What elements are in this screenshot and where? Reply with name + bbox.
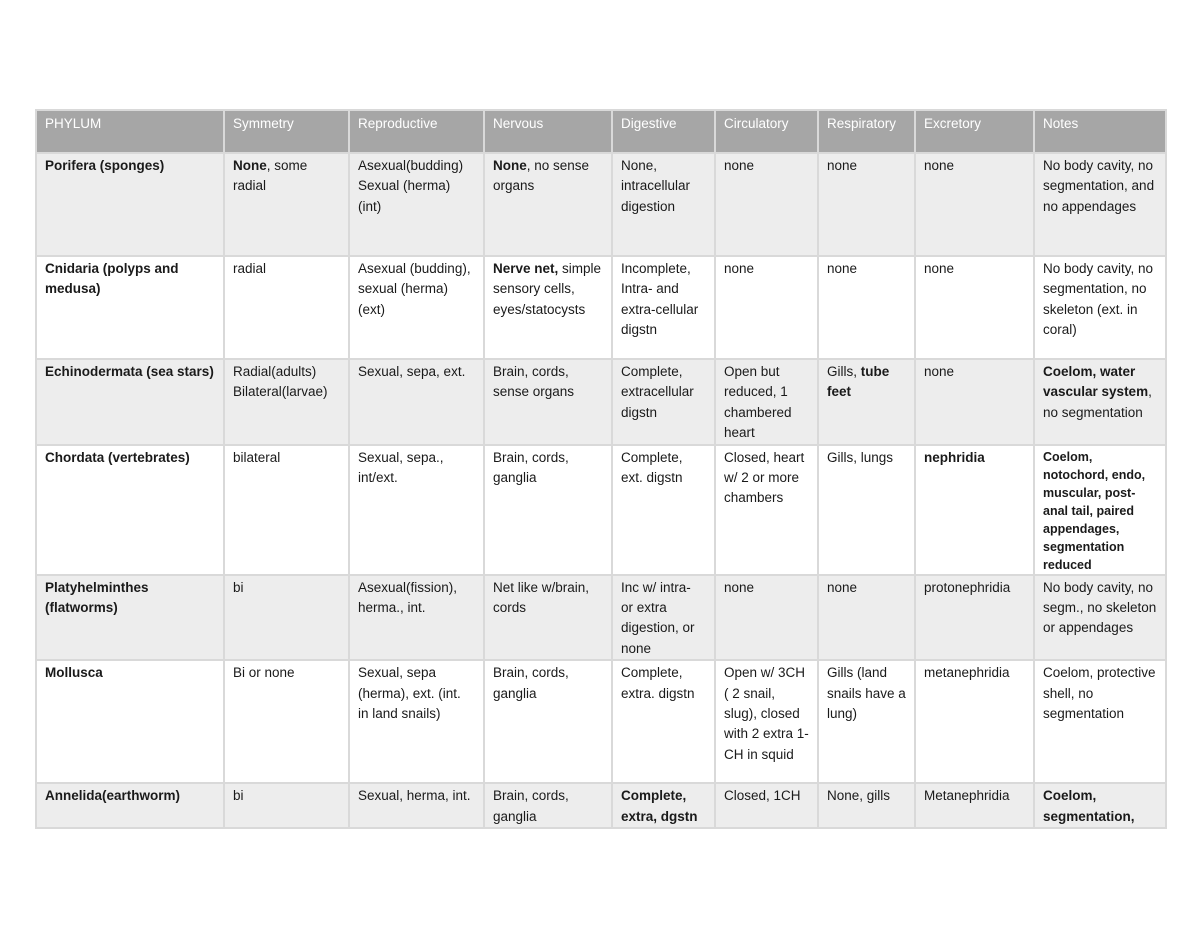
cell-excretory: metanephridia xyxy=(915,660,1034,783)
cell-nervous: Brain, cords, ganglia xyxy=(484,783,612,828)
cell-symmetry: bi xyxy=(224,783,349,828)
nervous-text: simple sensory cells, eyes/statocysts xyxy=(493,261,602,317)
cell-respiratory: none xyxy=(818,256,915,359)
cell-symmetry: radial xyxy=(224,256,349,359)
cell-phylum: Porifera (sponges) xyxy=(36,153,224,256)
cell-respiratory xyxy=(818,359,915,445)
cell-notes: No body cavity, no segmentation, and no appendages xyxy=(1034,153,1166,256)
cell-notes: No body cavity, no segmentation, no skeleton (ext. in coral) xyxy=(1034,256,1166,359)
cell-digestive: Inc w/ intra- or extra digestion, or none xyxy=(612,575,715,661)
cell-phylum: Cnidaria (polyps and medusa) xyxy=(36,256,224,359)
cell-digestive: Complete, extracellular digstn xyxy=(612,359,715,445)
cell-circulatory: none xyxy=(715,153,818,256)
cell-digestive: Complete, extra, dgstn xyxy=(612,783,715,828)
cell-digestive: Complete, extra. digstn xyxy=(612,660,715,783)
cell-excretory: Metanephridia xyxy=(915,783,1034,828)
nervous-emphasis: Nerve net, xyxy=(493,261,559,276)
cell-respiratory: Gills (land snails have a lung) xyxy=(818,660,915,783)
cell-excretory: protonephridia xyxy=(915,575,1034,661)
cell-excretory: none xyxy=(915,153,1034,256)
cell-nervous: Brain, cords, ganglia xyxy=(484,660,612,783)
cell-nervous xyxy=(484,256,612,359)
cell-symmetry: bilateral xyxy=(224,445,349,575)
nervous-emphasis: None xyxy=(493,158,527,173)
phylum-comparison-table xyxy=(35,109,1167,829)
cell-reproductive: Sexual, sepa (herma), ext. (int. in land snails) xyxy=(349,660,484,783)
cell-digestive: Complete, ext. digstn xyxy=(612,445,715,575)
cell-respiratory: None, gills xyxy=(818,783,915,828)
cell-circulatory: none xyxy=(715,575,818,661)
cell-symmetry xyxy=(224,153,349,256)
header-nervous: Nervous xyxy=(484,110,612,153)
header-reproductive: Reproductive xyxy=(349,110,484,153)
cell-circulatory: Open but reduced, 1 chambered heart xyxy=(715,359,818,445)
cell-circulatory: Open w/ 3CH ( 2 snail, slug), closed with 2 extra 1-CH in squid xyxy=(715,660,818,783)
cell-excretory: none xyxy=(915,359,1034,445)
cell-symmetry: Radial(adults) Bilateral(larvae) xyxy=(224,359,349,445)
notes-emphasis: water vascular system xyxy=(1043,364,1149,400)
cell-nervous: Brain, cords, ganglia xyxy=(484,445,612,575)
cell-reproductive: Asexual(budding) Sexual (herma) (int) xyxy=(349,153,484,256)
cell-circulatory: Closed, 1CH xyxy=(715,783,818,828)
header-digestive: Digestive xyxy=(612,110,715,153)
cell-excretory: nephridia xyxy=(915,445,1034,575)
cell-symmetry: bi xyxy=(224,575,349,661)
table-row xyxy=(36,660,1166,783)
nervous-text: , no sense organs xyxy=(493,158,590,194)
cell-phylum: Chordata (vertebrates) xyxy=(36,445,224,575)
notes-text: Coelom, xyxy=(1043,364,1101,379)
header-circulatory: Circulatory xyxy=(715,110,818,153)
table-row xyxy=(36,575,1166,661)
cell-phylum: Platyhelminthes (flatworms) xyxy=(36,575,224,661)
header-notes: Notes xyxy=(1034,110,1166,153)
table-row xyxy=(36,256,1166,359)
cell-notes: Coelom, notochord, endo, muscular, post-anal tail, paired appendages, segmentation reduced xyxy=(1034,445,1166,575)
cell-respiratory: none xyxy=(818,575,915,661)
symmetry-emphasis: None xyxy=(233,158,267,173)
cell-phylum: Annelida(earthworm) xyxy=(36,783,224,828)
header-excretory: Excretory xyxy=(915,110,1034,153)
cell-reproductive: Asexual(fission), herma., int. xyxy=(349,575,484,661)
cell-symmetry: Bi or none xyxy=(224,660,349,783)
cell-circulatory: Closed, heart w/ 2 or more chambers xyxy=(715,445,818,575)
cell-circulatory: none xyxy=(715,256,818,359)
cell-digestive: Incomplete, Intra- and extra-cellular digstn xyxy=(612,256,715,359)
respiratory-text: Gills, xyxy=(827,364,861,379)
cell-phylum: Echinodermata (sea stars) xyxy=(36,359,224,445)
cell-reproductive: Sexual, sepa., int/ext. xyxy=(349,445,484,575)
table-row xyxy=(36,445,1166,575)
cell-notes xyxy=(1034,359,1166,445)
table-row xyxy=(36,153,1166,256)
header-row xyxy=(36,110,1166,153)
notes-tail: , no segmentation xyxy=(1043,384,1152,420)
table-row xyxy=(36,783,1166,828)
cell-nervous: Brain, cords, sense organs xyxy=(484,359,612,445)
cell-excretory: none xyxy=(915,256,1034,359)
cell-respiratory: Gills, lungs xyxy=(818,445,915,575)
header-respiratory: Respiratory xyxy=(818,110,915,153)
cell-digestive: None, intracellular digestion xyxy=(612,153,715,256)
cell-notes: Coelom, protective shell, no segmentation xyxy=(1034,660,1166,783)
cell-respiratory: none xyxy=(818,153,915,256)
respiratory-emphasis: tube feet xyxy=(827,364,890,400)
cell-notes: No body cavity, no segm., no skeleton or appendages xyxy=(1034,575,1166,661)
cell-notes: Coelom, segmentation, xyxy=(1034,783,1166,828)
header-symmetry: Symmetry xyxy=(224,110,349,153)
cell-reproductive: Asexual (budding), sexual (herma)(ext) xyxy=(349,256,484,359)
cell-nervous xyxy=(484,153,612,256)
cell-phylum: Mollusca xyxy=(36,660,224,783)
header-phylum: PHYLUM xyxy=(36,110,224,153)
cell-nervous: Net like w/brain, cords xyxy=(484,575,612,661)
cell-reproductive: Sexual, sepa, ext. xyxy=(349,359,484,445)
cell-reproductive: Sexual, herma, int. xyxy=(349,783,484,828)
table-row xyxy=(36,359,1166,445)
symmetry-text: , some radial xyxy=(233,158,308,194)
